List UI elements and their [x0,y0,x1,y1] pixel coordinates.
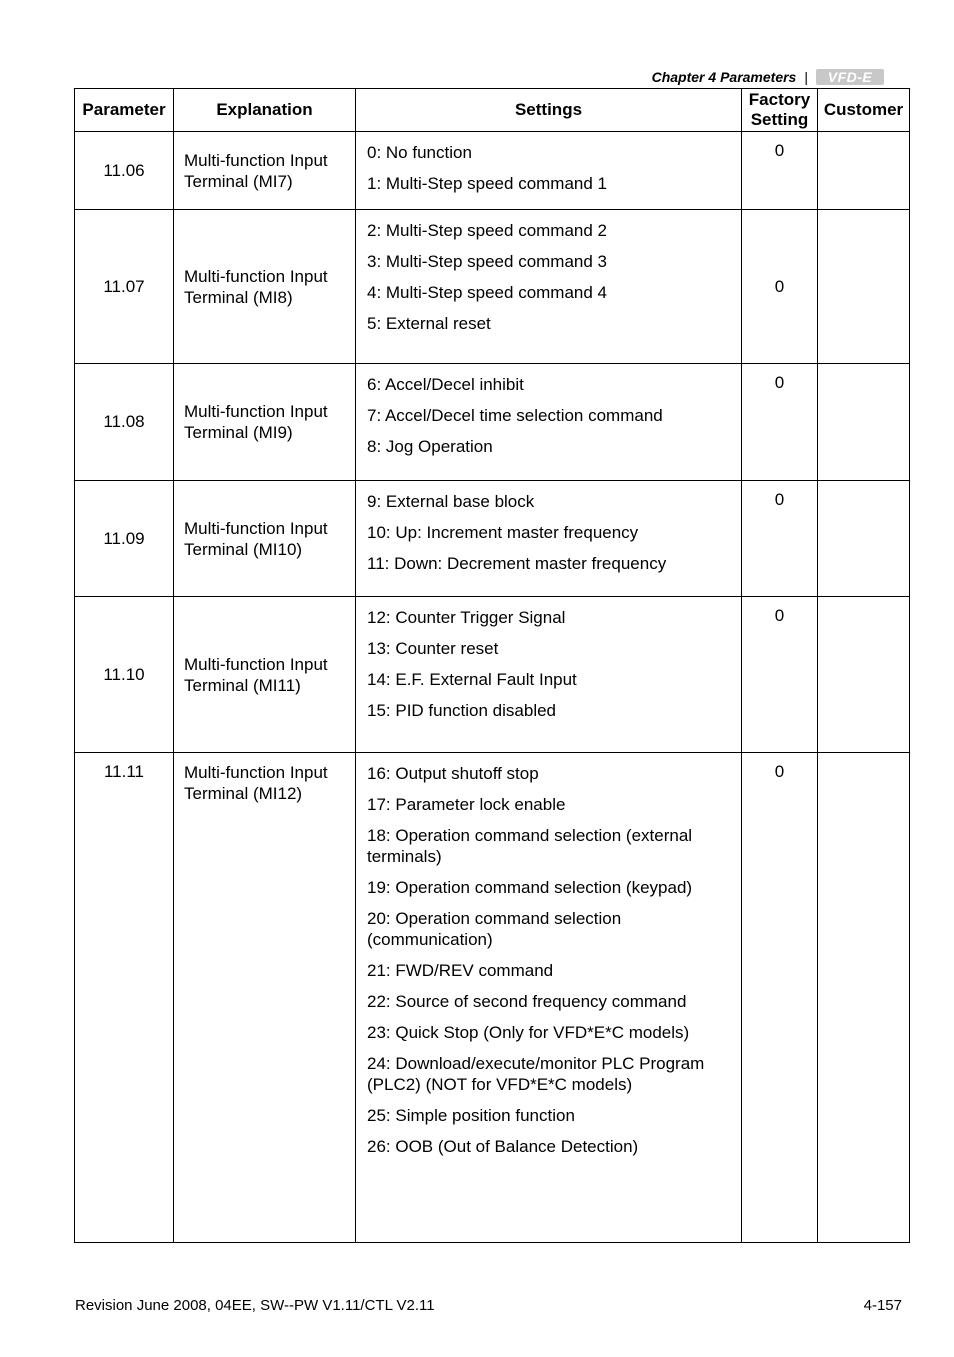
factory-setting: 0 [742,132,818,210]
page-header [652,68,884,86]
setting-option: 10: Up: Increment master frequency [367,523,639,542]
customer-cell [818,481,910,597]
setting-option: 8: Jog Operation [367,437,493,456]
setting-option: 21: FWD/REV command [367,961,554,980]
param-explanation: Multi-function Input Terminal (MI12) [174,753,356,1243]
setting-option: 15: PID function disabled [367,701,557,720]
setting-option: 5: External reset [367,314,491,333]
param-explanation: Multi-function Input Terminal (MI10) [174,481,356,597]
table-row [75,597,910,753]
factory-setting: 0 [742,481,818,597]
setting-option: 14: E.F. External Fault Input [367,670,577,689]
setting-option: 24: Download/execute/monitor PLC Program (PLC2) (NOT for VFD*E*C models) [367,1054,705,1094]
table-row [75,364,910,481]
param-explanation: Multi-function Input Terminal (MI9) [174,364,356,481]
factory-setting: 0 [742,210,818,364]
chapter-title: Chapter 4 Parameters [651,69,797,85]
setting-option: 20: Operation command selection (communication) [367,909,622,949]
setting-option: 4: Multi-Step speed command 4 [367,283,608,302]
footer-revision: Revision June 2008, 04EE, SW--PW V1.11/CTL V2.11 [75,1297,435,1314]
settings-cell [356,597,742,753]
param-number: 11.09 [75,481,174,597]
table-header-row [75,89,910,132]
setting-option: 11: Down: Decrement master frequency [367,554,667,573]
footer-page-number: 4-157 [863,1297,902,1314]
settings-cell [356,481,742,597]
param-number: 11.08 [75,364,174,481]
setting-option: 18: Operation command selection (external terminals) [367,826,693,866]
col-header-parameter: Parameter [75,89,174,132]
setting-option: 0: No function [367,143,472,162]
col-header-explanation: Explanation [174,89,356,132]
table-row [75,481,910,597]
customer-cell [818,753,910,1243]
settings-cell [356,753,742,1243]
setting-option: 1: Multi-Step speed command 1 [367,174,608,193]
setting-option: 22: Source of second frequency command [367,992,687,1011]
customer-cell [818,597,910,753]
param-number: 11.07 [75,210,174,364]
setting-option: 13: Counter reset [367,639,499,658]
setting-option: 2: Multi-Step speed command 2 [367,221,608,240]
setting-option: 26: OOB (Out of Balance Detection) [367,1137,639,1156]
setting-option: 25: Simple position function [367,1106,575,1125]
factory-setting: 0 [742,753,818,1243]
customer-cell [818,132,910,210]
col-header-factory-setting: Factory Setting [742,89,818,132]
param-explanation: Multi-function Input Terminal (MI11) [174,597,356,753]
param-number: 11.06 [75,132,174,210]
setting-option: 12: Counter Trigger Signal [367,608,566,627]
settings-cell [356,210,742,364]
setting-option: 23: Quick Stop (Only for VFD*E*C models) [367,1023,690,1042]
setting-option: 17: Parameter lock enable [367,795,566,814]
setting-option: 9: External base block [367,492,535,511]
factory-setting: 0 [742,597,818,753]
table-row [75,132,910,210]
col-header-settings: Settings [356,89,742,132]
table-row [75,753,910,1243]
customer-cell [818,364,910,481]
setting-option: 3: Multi-Step speed command 3 [367,252,608,271]
factory-setting: 0 [742,364,818,481]
settings-cell [356,364,742,481]
customer-cell [818,210,910,364]
param-explanation: Multi-function Input Terminal (MI7) [174,132,356,210]
vfd-e-logo: VFD-E [816,69,884,85]
table-row [75,210,910,364]
settings-cell [356,132,742,210]
param-number: 11.10 [75,597,174,753]
setting-option: 6: Accel/Decel inhibit [367,375,524,394]
param-number: 11.11 [75,753,174,1243]
param-explanation: Multi-function Input Terminal (MI8) [174,210,356,364]
setting-option: 7: Accel/Decel time selection command [367,406,663,425]
col-header-customer: Customer [818,89,910,132]
header-separator: | [804,69,808,85]
parameter-table [74,88,910,1243]
setting-option: 19: Operation command selection (keypad) [367,878,693,897]
setting-option: 16: Output shutoff stop [367,764,539,783]
